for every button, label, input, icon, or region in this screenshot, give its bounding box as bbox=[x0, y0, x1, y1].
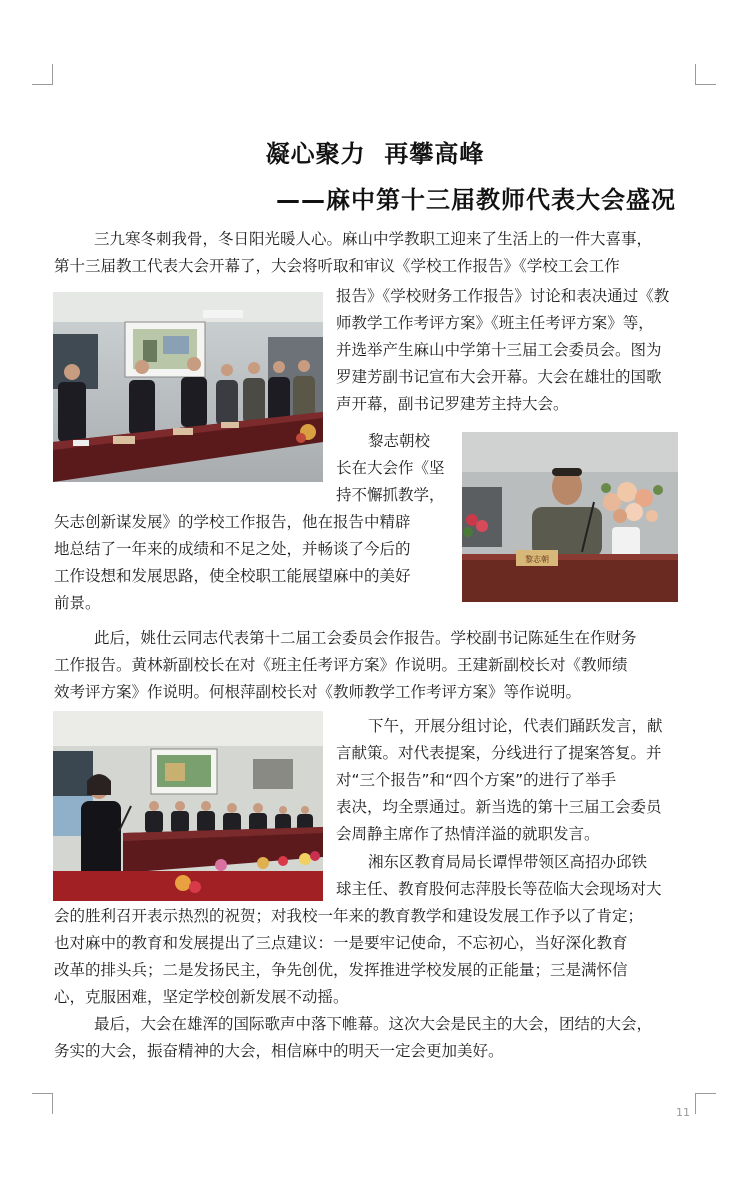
paragraph-4-line-4: 表决，均全票通过。新当选的第十三届工会委员 bbox=[336, 798, 662, 816]
paragraph-2-line-5: 地总结了一年来的成绩和不足之处，并畅谈了今后的 bbox=[54, 540, 411, 558]
paragraph-6-line-1: 最后，大会在雄浑的国际歌声中落下帷幕。这次大会是民主的大会，团结的大会， bbox=[94, 1015, 653, 1033]
crop-mark-bottom-right bbox=[695, 1093, 716, 1114]
crop-mark-top-right bbox=[695, 64, 716, 85]
paragraph-2-line-3: 持不懈抓教学， bbox=[336, 486, 445, 504]
article-subtitle: ——麻中第十三届教师代表大会盛况 bbox=[276, 186, 676, 214]
paragraph-4-line-3: 对“三个报告”和“四个方案”的进行了举手 bbox=[336, 771, 617, 789]
article-title: 凝心聚力 再攀高峰 bbox=[265, 140, 485, 168]
paragraph-3-line-1: 此后，姚仕云同志代表第十二届工会委员会作报告。学校副书记陈延生在作财务 bbox=[94, 629, 637, 647]
paragraph-1-line-6: 罗建芳副书记宣布大会开幕。大会在雄壮的国歌 bbox=[336, 368, 662, 386]
paragraph-5-line-4: 也对麻中的教育和发展提出了三点建议：一是要牢记使命，不忘初心，当好深化教育 bbox=[54, 934, 628, 952]
paragraph-6-line-2: 务实的大会，振奋精神的大会，相信麻中的明天一定会更加美好。 bbox=[54, 1042, 504, 1060]
paragraph-5-line-1: 湘东区教育局局长谭悍带领区高招办邱铁 bbox=[368, 853, 648, 871]
paragraph-3-line-2: 工作报告。黄林新副校长在对《班主任考评方案》作说明。王建新副校长对《教师绩 bbox=[54, 656, 628, 674]
paragraph-4-line-1: 下午，开展分组讨论，代表们踊跃发言，献 bbox=[368, 717, 663, 735]
paragraph-4-line-5: 会周静主席作了热情洋溢的就职发言。 bbox=[336, 825, 600, 843]
paragraph-5-line-3: 会的胜利召开表示热烈的祝贺；对我校一年来的教育教学和建设发展工作予以了肯定； bbox=[54, 907, 644, 925]
photo-principal-report bbox=[462, 432, 678, 602]
paragraph-4-line-2: 言献策。对代表提案，分线进行了提案答复。并 bbox=[336, 744, 662, 762]
crop-mark-top-left bbox=[32, 64, 53, 85]
paragraph-2-line-4: 矢志创新谋发展》的学校工作报告，他在报告中精辟 bbox=[54, 513, 411, 531]
paragraph-2-line-1: 黎志朝校 bbox=[368, 432, 431, 450]
paragraph-2-line-6: 工作设想和发展思路，使全校职工能展望麻中的美好 bbox=[54, 567, 411, 585]
paragraph-1-line-5: 并选举产生麻山中学第十三届工会委员会。图为 bbox=[336, 341, 662, 359]
photo-nameplate: 黎志朝 bbox=[525, 555, 549, 564]
paragraph-1-line-4: 师教学工作考评方案》《班主任考评方案》等， bbox=[336, 314, 654, 332]
paragraph-5-line-5: 改革的排头兵；二是发扬民主，争先创优，发挥推进学校发展的正能量；三是满怀信 bbox=[54, 961, 628, 979]
paragraph-1-line-7: 声开幕，副书记罗建芳主持大会。 bbox=[336, 395, 569, 413]
photo-afternoon-session bbox=[53, 711, 323, 901]
paragraph-1-line-1: 三九寒冬刺我骨，冬日阳光暖人心。麻山中学教职工迎来了生活上的一件大喜事， bbox=[94, 230, 653, 248]
paragraph-2-line-2: 长在大会作《坚 bbox=[336, 459, 445, 477]
paragraph-2-line-7: 前景。 bbox=[54, 594, 101, 612]
crop-mark-bottom-left bbox=[32, 1093, 53, 1114]
paragraph-5-line-2: 球主任、教育股何志萍股长等莅临大会现场对大 bbox=[336, 880, 662, 898]
photo-opening-ceremony bbox=[53, 292, 323, 482]
paragraph-3-line-3: 效考评方案》作说明。何根萍副校长对《教师教学工作考评方案》等作说明。 bbox=[54, 683, 582, 701]
paragraph-5-line-6: 心，克服困难，坚定学校创新发展不动摇。 bbox=[54, 988, 349, 1006]
paragraph-1-line-2: 第十三届教工代表大会开幕了，大会将听取和审议《学校工作报告》《学校工会工作 bbox=[54, 257, 620, 275]
paragraph-1-line-3: 报告》《学校财务工作报告》讨论和表决通过《教 bbox=[336, 287, 670, 305]
page-number: 11 bbox=[676, 1106, 690, 1119]
